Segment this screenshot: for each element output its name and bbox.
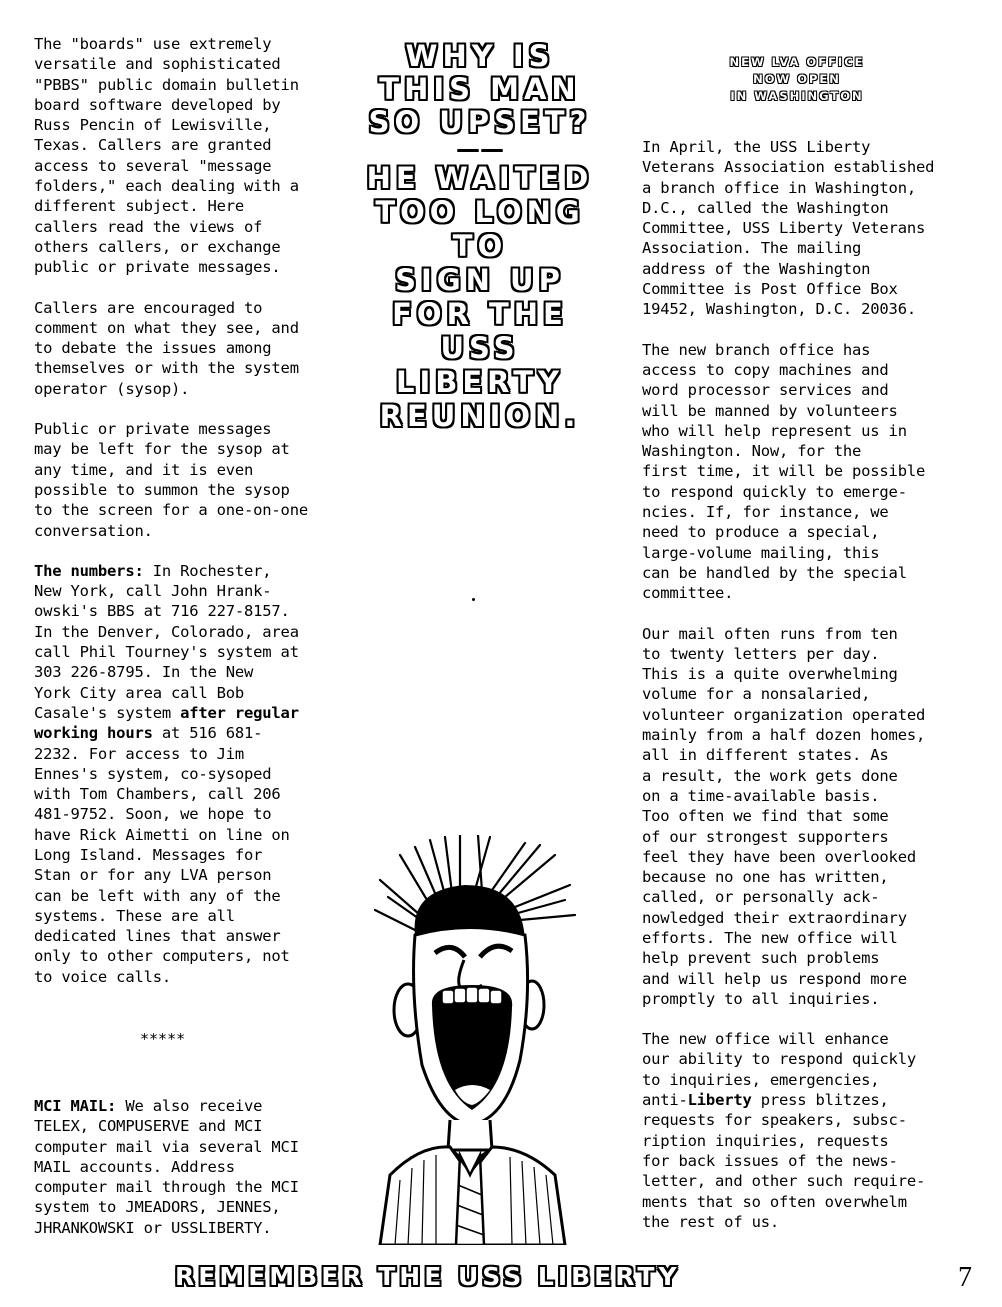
callers-paragraph: Callers are encouraged to comment on what they see, and to debate the issues among themselves or with the system operator (sysop). (34, 298, 299, 398)
right-column (642, 34, 952, 1252)
numbers-label: The numbers: (34, 561, 144, 580)
mci-paragraph (34, 1096, 334, 1238)
headline-answer: HE WAITED TOO LONG TO SIGN UP FOR THE USS LIBERTY REUNION. (366, 161, 594, 433)
left-column (34, 34, 334, 1007)
office-paragraph-3: Our mail often runs from ten to twenty letters per day. This is a quite overwhelming volume for a nonsalaried, volunteer organization operated mainly from a half dozen homes, all in different states. As a result, the work gets done on a time-available basis. Too often we find that some of our strongest supporters feel they have been overlooked because no one has written, called, or personally ack- nowledged their extraordinary efforts. The new office will help prevent such problems and will help us respond more promptly to all inquiries. (642, 624, 926, 1008)
section-divider: ***** (140, 1030, 186, 1048)
office-heading: NEW LVA OFFICE NOW OPEN IN WASHINGTON (729, 55, 865, 103)
numbers-text-a: In Rochester, New York, call John Hrank- owski's BBS at 716 227-8157. In the Denver, Colorado, area call Phil Tourney's system at 303 226-8795. In the New York City area call Bob Casale's system (34, 561, 299, 722)
office-p4-b: press blitzes, requests for speakers, subsc- ription inquiries, requests for back issues of the news- letter, and other such require- ments that so often overwhelm the rest of us. (642, 1091, 926, 1231)
headline-column (330, 40, 630, 433)
office-paragraph-4 (642, 1029, 952, 1232)
mci-text: We also receive TELEX, COMPUSERVE and MCI computer mail via several MCI MAIL accounts. Address computer mail through the MCI system to JMEADORS, JENNES, JHRANKOWSKI or USSLIBERTY. (34, 1097, 299, 1237)
headline-question: WHY IS THIS MAN SO UPSET? (368, 39, 592, 139)
footer-banner: REMEMBER THE USS LIBERTY (175, 1262, 681, 1291)
messages-paragraph: Public or private messages may be left for the sysop at any time, and it is even possible to summon the sysop to the screen for a one-on-one conversation. (34, 420, 308, 540)
stray-dot (472, 598, 475, 601)
office-p4-bold: Liberty (687, 1091, 752, 1110)
mci-label: MCI MAIL: (34, 1097, 117, 1115)
office-paragraph-2: The new branch office has access to copy machines and word processor services and will be manned by volunteers who will help represent us in Washington. Now, for the first time, it will be possible to respond quickly to emerge- ncies. If, for instance, we need to produce a special, large-volume mailing, this can be handled by the special committee. (642, 340, 926, 603)
headline-dash: —— (456, 135, 504, 163)
screaming-man-illustration (360, 835, 620, 1245)
page-number: 7 (958, 1262, 972, 1293)
mci-section (34, 1096, 334, 1238)
numbers-text-bold: after regular working hours (34, 703, 299, 743)
office-paragraph-1: In April, the USS Liberty Veterans Association established a branch office in Washington, D.C., called the Washington Committee, USS Liberty Veterans Association. The mailing address of the Washington Committee is Post Office Box 19452, Washington, D.C. 20036. (642, 138, 935, 319)
numbers-paragraph (34, 561, 334, 987)
office-p4-a: The new office will enhance our ability to respond quickly to inquiries, emergencies, anti- (642, 1030, 916, 1110)
boards-paragraph: The "boards" use extremely versatile and sophisticated "PBBS" public domain bulletin board software developed by Russ Pencin of Lewisville, Texas. Callers are granted access to several "message folders," each dealing with a different subject. Here callers read the views of others callers, or exchange public or private messages. (34, 35, 299, 277)
numbers-text-b: at 516 681- 2232. For access to Jim Ennes's system, co-sysoped with Tom Chambers, call 206 481-9752. Soon, we hope to have Rick Aimetti on line on Long Island. Messages for Stan or for any LVA person can be left with any of the systems. These are all dedicated lines that answer only to other computers, not to voice calls. (34, 724, 290, 986)
